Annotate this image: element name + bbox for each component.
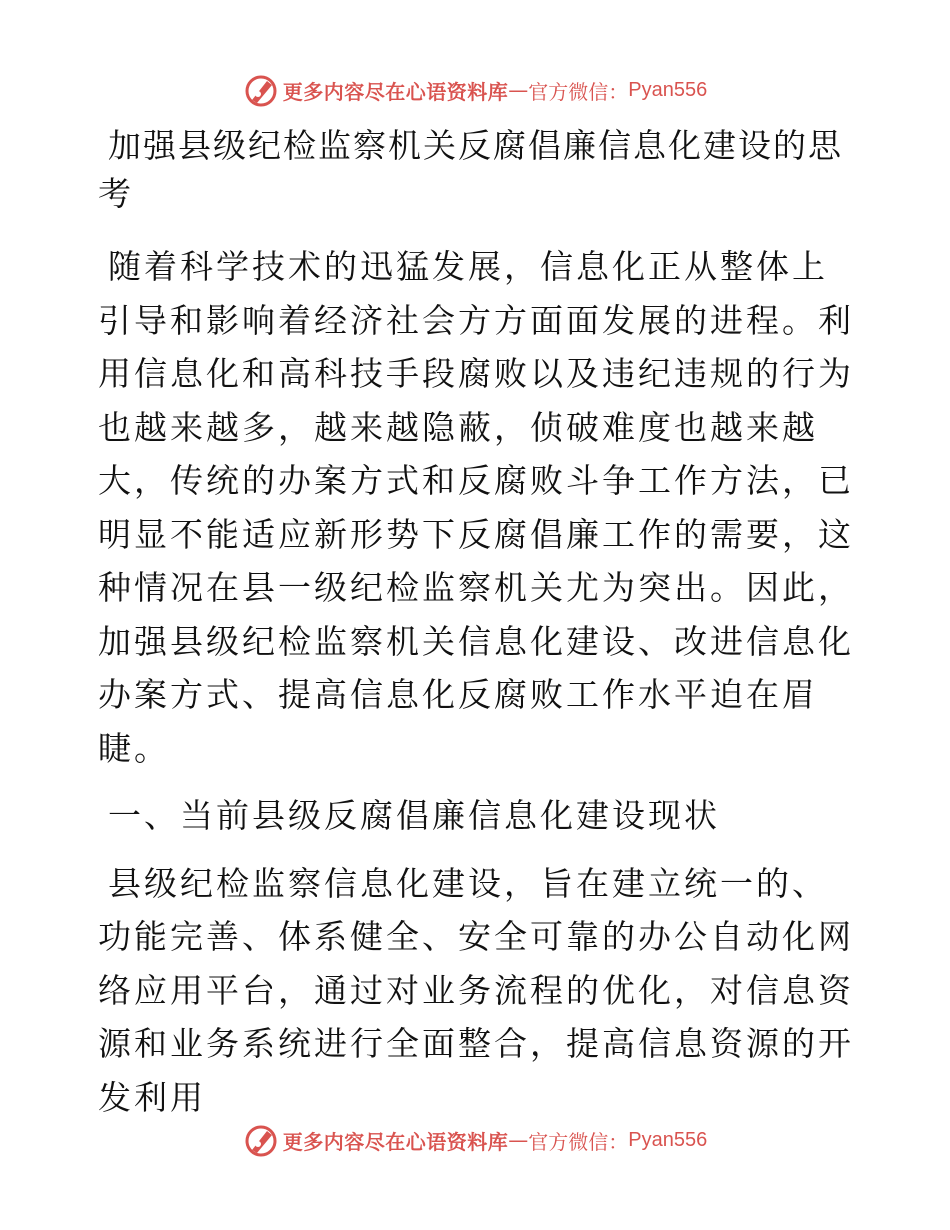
paragraph-intro: 随着科学技术的迅猛发展，信息化正从整体上引导和影响着经济社会方方面面发展的进程。利用信息化和高科技手段腐败以及违纪违规的行为也越来越多，越来越隐蔽，侦破难度也越来越大，传统的办案方式和反腐败斗争工作方法，已明显不能适应新形势下反腐倡廉工作的需要，这种情况在县一级纪检监察机关尤为突出。因此，加强县级纪检监察机关信息化建设、改进信息化办案方式、提高信息化反腐败工作水平迫在眉睫。	[98, 247, 854, 768]
pen-circle-logo-icon	[243, 72, 279, 108]
watermark-sub-text: 官方微信：	[528, 1129, 629, 1154]
header-watermark	[0, 70, 950, 110]
paragraph-status: 县级纪检监察信息化建设，旨在建立统一的、功能完善、体系健全、安全可靠的办公自动化网络应用平台，通过对业务流程的优化，对信息资源和业务系统进行全面整合，提高信息资源的开发利用	[98, 863, 854, 1117]
watermark-sub-text: 官方微信：	[528, 79, 629, 104]
watermark-main-text: 更多内容尽在心语资料库	[282, 79, 509, 104]
watermark-main-text: 更多内容尽在心语资料库	[282, 1129, 509, 1154]
watermark-wechat-id: Pyan556	[628, 1128, 708, 1151]
section-heading: 一、当前县级反腐倡廉信息化建设现状	[108, 796, 720, 835]
watermark-separator: —	[508, 78, 529, 102]
watermark-wechat-id: Pyan556	[628, 78, 708, 101]
document-body	[98, 122, 858, 1138]
footer-watermark	[0, 1120, 950, 1160]
document-title: 加强县级纪检监察机关反腐倡廉信息化建设的思考	[98, 126, 843, 213]
pen-circle-logo-icon	[243, 1122, 279, 1158]
watermark-separator: —	[508, 1128, 529, 1152]
